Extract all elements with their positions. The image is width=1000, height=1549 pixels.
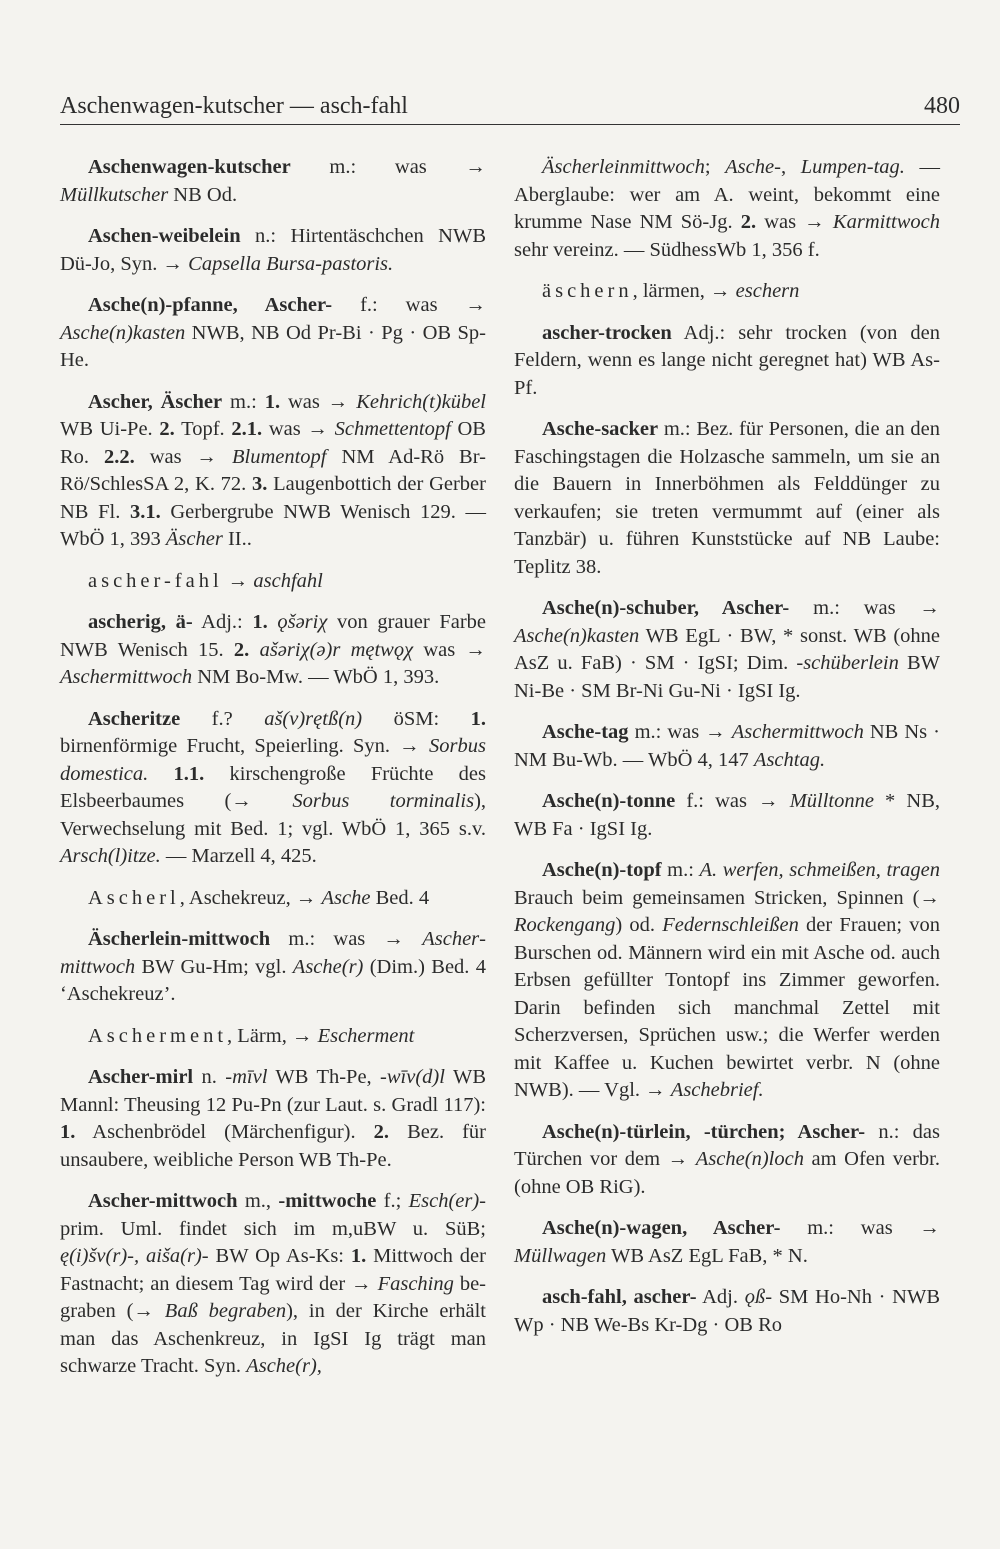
- dictionary-entry: [514, 1284, 940, 1339]
- entry-italic-text: Esch(er)-: [408, 1190, 486, 1212]
- entry-italic-text: Lumpen-tag.: [800, 156, 905, 178]
- entry-italic-text: Asche(n)loch: [695, 1148, 804, 1170]
- entry-headword: 2.: [740, 211, 757, 233]
- entry-headword: Asche(n)-pfanne, Ascher-: [88, 294, 333, 316]
- entry-text: NB Od.: [168, 183, 238, 206]
- entry-headword: Asche(n)-schuber, Ascher-: [542, 597, 790, 619]
- entry-text: m.: was →: [789, 597, 940, 619]
- entry-italic-text: Baß begraben: [164, 1300, 287, 1322]
- entry-text: — Marzell 4, 425.: [160, 845, 317, 867]
- entry-italic-text: ǫß-: [744, 1286, 773, 1308]
- entry-text: öSM:: [362, 707, 471, 730]
- entry-italic-text: Müllwagen: [514, 1244, 607, 1267]
- running-head-title: Aschenwagen-kutscher — asch-fahl: [60, 93, 408, 119]
- entry-text: — Aberglaube: wer am A. weint, bekommt eine krumme Nase NM Sö-Jg.: [514, 156, 941, 233]
- entry-italic-text: Asche(n)kasten: [60, 321, 186, 344]
- entry-text: m.:: [222, 390, 265, 413]
- entry-italic-text: Äscher: [165, 528, 223, 550]
- entry-text: NWB, NB Od Pr-Bi · Pg · OB Sp-He.: [60, 321, 486, 371]
- entry-headword: 1.: [350, 1245, 367, 1267]
- entry-text: Mittwoch der Fastnacht; an diesem Tag wird der →: [60, 1245, 486, 1295]
- entry-headword: ascher-trocken: [542, 321, 672, 344]
- entry-italic-text: A. werfen, schmeißen, tragen: [699, 859, 940, 881]
- entry-text: n.: [193, 1066, 226, 1088]
- entry-headword: asch-fahl, ascher-: [542, 1286, 697, 1308]
- entry-text: BW Op As-Ks:: [208, 1245, 351, 1267]
- entry-text: SM Ho-Nh · NWB Wp · NB We-Bs Kr-Dg · OB Ro: [514, 1286, 941, 1336]
- dictionary-entry: [60, 154, 486, 209]
- entry-headword: 2.2.: [104, 445, 135, 468]
- entry-text: Topf.: [174, 418, 232, 440]
- entry-headword: Ascher-mirl: [88, 1066, 194, 1088]
- entry-text: , Aschekreuz, →: [179, 886, 322, 909]
- dictionary-entry: [514, 278, 940, 306]
- entry-spaced-headword: ascher-fahl: [88, 569, 223, 592]
- entry-text: am Ofen verbr. (ohne OB RiG).: [514, 1148, 940, 1198]
- dictionary-entry: [514, 719, 940, 774]
- entry-italic-text: Blumentopf: [231, 445, 327, 468]
- entry-text: [148, 763, 173, 785]
- entry-italic-text: eschern: [735, 280, 800, 302]
- dictionary-entry: [514, 320, 940, 403]
- entry-italic-text: Sorbus torminalis: [292, 790, 475, 812]
- entry-text: f.: was →: [675, 790, 790, 812]
- right-column: [514, 154, 940, 1353]
- entry-text: , Lärm, →: [227, 1024, 318, 1047]
- dictionary-entry: [60, 292, 486, 375]
- entry-text: ) od.: [615, 914, 663, 936]
- entry-italic-text: -mīvl: [225, 1066, 268, 1088]
- entry-italic-text: aš(v)rętß(n): [264, 707, 363, 730]
- entry-italic-text: Mülltonne: [789, 790, 874, 812]
- entry-italic-text: Aschermittwoch: [60, 928, 486, 978]
- entry-text: * NB, WB Fa · IgSI Ig.: [514, 790, 941, 840]
- entry-headword: 1.1.: [173, 762, 205, 785]
- entry-italic-text: Sorbus domestica.: [60, 735, 486, 785]
- dictionary-entry: [60, 706, 486, 871]
- entry-italic-text: -wīv(d)l: [380, 1066, 445, 1088]
- entry-italic-text: Kehrich(t)kübel: [356, 390, 486, 413]
- dictionary-entry: [60, 568, 486, 596]
- entry-text: was →: [134, 445, 232, 468]
- entry-text: Laugenbottich der Gerber NB Fl.: [60, 473, 486, 523]
- entry-text: Adj.:: [192, 611, 253, 633]
- entry-text: begraben (→: [60, 1272, 486, 1322]
- entry-headword: 3.: [251, 473, 268, 495]
- entry-text: , lärmen, →: [632, 280, 736, 302]
- entry-headword: Aschenwagen-kutscher: [88, 156, 291, 178]
- entry-text: Bez. für unsaubere, weibliche Person WB Th-Pe.: [60, 1121, 487, 1171]
- header-rule: [60, 124, 960, 125]
- entry-text: was →: [756, 211, 833, 233]
- entry-headword: Ascher, Äscher: [88, 390, 223, 413]
- dictionary-entry: [514, 1215, 940, 1270]
- entry-text: m.: Bez. für Personen, die an den Faschingstagen die Holzasche sammeln, um sie an die Bauern in Innerböhmen als Felddünger zu verkaufen; sie treten vermummt auf (einer als Tanzbär) u. führen Kunststücke auf NB Laube: Teplitz 38.: [514, 418, 940, 578]
- entry-text: m.: was →: [780, 1217, 940, 1239]
- entry-italic-text: Fasching: [377, 1272, 454, 1295]
- entry-headword: Asche(n)-topf: [542, 859, 662, 881]
- entry-text: Bed. 4: [370, 886, 430, 909]
- entry-headword: Asche-tag: [542, 721, 629, 743]
- entry-italic-text: Rockengang: [514, 914, 616, 936]
- entry-text: Brauch beim gemeinsamen Stricken, Spinnen (→: [514, 886, 940, 909]
- dictionary-entry: [60, 926, 486, 1009]
- dictionary-entry: [60, 609, 486, 692]
- entry-text: ,: [780, 156, 801, 178]
- entry-text: →: [222, 569, 254, 592]
- entry-italic-text: aschfahl: [253, 569, 323, 592]
- entry-headword: Ascher-mittwoch: [88, 1190, 238, 1212]
- entry-italic-text: Karmittwoch: [832, 211, 940, 233]
- dictionary-entry: [60, 1023, 486, 1051]
- entry-headword: 1.: [470, 707, 486, 730]
- entry-text: f.?: [180, 707, 265, 730]
- entry-italic-text: Asche(r),: [246, 1355, 322, 1377]
- entry-text: birnenförmige Frucht, Speierling. Syn. →: [60, 735, 430, 757]
- entry-headword: Asche(n)-türlein, -türchen; Ascher-: [542, 1120, 866, 1143]
- entry-text: Aschenbrödel (Märchenfigur).: [75, 1121, 374, 1143]
- entry-headword: 2.: [233, 638, 250, 661]
- entry-text: f.: was →: [332, 294, 487, 316]
- entry-headword: Aschen-weibelein: [88, 225, 241, 247]
- entry-text: (Dim.) Bed. 4 ‘Aschekreuz’.: [60, 955, 486, 1005]
- entry-headword: Asche-sacker: [542, 418, 659, 440]
- dictionary-entry: [60, 1064, 486, 1174]
- entry-italic-text: Federnschleißen: [662, 914, 799, 936]
- entry-text: m.: was →: [290, 156, 486, 178]
- dictionary-entry: [514, 788, 940, 843]
- entry-text: was →: [280, 390, 357, 413]
- entry-text: BW Ni-Be · SM Br-Ni Gu-Ni · IgSI Ig.: [514, 652, 940, 702]
- entry-text: Adj.: [696, 1286, 745, 1308]
- entry-headword: ascherig, ä-: [88, 611, 193, 633]
- entry-text: WB Ui-Pe.: [60, 418, 160, 440]
- entry-italic-text: ǫšəriχ: [277, 611, 328, 633]
- entry-text: von grauer Farbe NWB Wenisch 15.: [60, 611, 487, 661]
- entry-headword: 2.: [373, 1121, 390, 1143]
- dictionary-entry: [514, 1119, 940, 1202]
- entry-spaced-headword: Ascherl: [88, 886, 180, 909]
- entry-text: ), Verwechselung mit Bed. 1; vgl. WbÖ 1, 365 s.v.: [60, 790, 487, 840]
- dictionary-entry: [514, 595, 940, 705]
- entry-italic-text: Müllkutscher: [60, 183, 169, 206]
- entry-text: WB Th-Pe,: [267, 1066, 381, 1088]
- entry-italic-text: Asche(r): [292, 955, 364, 978]
- dictionary-entry: [514, 154, 940, 264]
- entry-headword: Asche(n)-wagen, Ascher-: [542, 1217, 781, 1239]
- entry-spaced-headword: Ascherment: [88, 1024, 228, 1047]
- entry-text: sehr vereinz. — SüdhessWb 1, 356 f.: [514, 238, 820, 261]
- entry-text: WB EgL · BW, * sonst. WB (ohne AsZ u. FaB) · SM · IgSI; Dim.: [514, 624, 940, 674]
- entry-italic-text: Äscherleinmittwoch: [542, 156, 705, 178]
- dictionary-entry: [60, 1188, 486, 1381]
- entry-italic-text: ašəriχ(ə)r mętwǫχ: [259, 638, 414, 661]
- entry-italic-text: Aschtag.: [753, 748, 826, 771]
- entry-text: m.,: [237, 1190, 279, 1212]
- entry-text: [249, 639, 259, 661]
- dictionary-entry: [60, 389, 486, 554]
- entry-text: was →: [262, 418, 335, 440]
- entry-text: m.:: [661, 859, 700, 881]
- entry-text: der Frauen; von Burschen od. Männern wird ein mit Asche od. auch Erbsen gefüllter Tontopf ins Zimmer geworfen. Darin befinden sich manchmal Zettel mit Scherzversen, Sprüchen usw.; die Werfer werden mit Kaffee u. Kuchen bewirtet verbr. N (ohne NWB). — Vgl. →: [514, 914, 941, 1101]
- entry-italic-text: Aschermittwoch: [60, 666, 193, 688]
- dictionary-entry: [514, 416, 940, 581]
- entry-text: NM Ad-Rö Br-Rö/SchlesSA 2, K. 72.: [60, 445, 486, 495]
- entry-text: prim. Uml. findet sich im m,uBW u. SüB;: [60, 1217, 486, 1240]
- entry-text: f.;: [376, 1190, 409, 1212]
- entry-text: kirschengroße Früchte des Elsbeerbaumes (→: [60, 762, 486, 812]
- page-number: 480: [924, 93, 960, 119]
- entry-spaced-headword: äschern: [542, 280, 633, 302]
- entry-italic-text: Capsella Bursa-pastoris.: [188, 252, 394, 275]
- entry-text: m.: was →: [270, 928, 423, 950]
- entry-text: Adj.: sehr trocken (von den Feldern, wenn es lange nicht geregnet hat) WB As-Pf.: [514, 321, 940, 399]
- entry-italic-text: Asche-: [725, 156, 781, 178]
- entry-italic-text: Asche(n)kasten: [514, 624, 640, 647]
- entry-headword: 1.: [60, 1121, 76, 1143]
- entry-text: OB Ro.: [60, 418, 486, 468]
- entry-italic-text: Schmettentopf: [334, 418, 451, 440]
- entry-text: n.: Hirtentäschchen NWB Dü-Jo, Syn. →: [60, 225, 486, 275]
- entry-headword: Ascheritze: [88, 707, 181, 730]
- entry-text: was →: [413, 638, 486, 661]
- entry-text: [268, 611, 278, 633]
- entry-headword: Asche(n)-tonne: [542, 790, 676, 812]
- entry-headword: 3.1.: [129, 500, 161, 523]
- left-column: [60, 154, 486, 1395]
- entry-text: II..: [222, 528, 252, 550]
- entry-text: BW Gu-Hm; vgl.: [135, 955, 293, 978]
- entry-headword: Äscherlein-mittwoch: [88, 928, 271, 950]
- entry-italic-text: -schüberlein: [796, 652, 899, 674]
- entry-text: NM Bo-Mw. — WbÖ 1, 393.: [192, 666, 440, 688]
- entry-italic-text: Escherment: [317, 1024, 415, 1047]
- entry-headword: -mittwoche: [278, 1190, 377, 1212]
- entry-text: ), in der Kirche erhält man das Aschenkreuz, in IgSI Ig trägt man schwarze Tracht. Syn.: [60, 1300, 486, 1377]
- entry-text: Gerbergrube NWB Wenisch 129. — WbÖ 1, 393: [60, 500, 486, 550]
- entry-text: WB Mannl: Theusing 12 Pu-Pn (zur Laut. s. Gradl 117):: [60, 1066, 486, 1116]
- entry-text: n.: das Türchen vor dem →: [514, 1120, 940, 1170]
- entry-italic-text: Aschermittwoch: [731, 721, 864, 743]
- entry-text: m.: was →: [628, 721, 732, 743]
- dictionary-entry: [514, 857, 940, 1105]
- dictionary-entry: [60, 885, 486, 913]
- entry-text: NB Ns · NM Bu-Wb. — WbÖ 4, 147: [514, 721, 940, 771]
- entry-headword: 1.: [264, 390, 281, 413]
- entry-headword: 2.1.: [231, 418, 263, 440]
- entry-headword: 1.: [252, 611, 268, 633]
- entry-text: ;: [704, 156, 726, 178]
- entry-italic-text: Arsch(l)itze.: [60, 845, 161, 867]
- dictionary-entry: [60, 223, 486, 278]
- entry-italic-text: ę(i)šv(r)-, aiša(r)-: [60, 1245, 209, 1267]
- running-head: [60, 92, 960, 120]
- entry-text: WB AsZ EgL FaB, * N.: [606, 1244, 808, 1267]
- entry-italic-text: Aschebrief.: [670, 1079, 764, 1101]
- entry-headword: 2.: [159, 418, 175, 440]
- entry-italic-text: Asche: [321, 886, 371, 909]
